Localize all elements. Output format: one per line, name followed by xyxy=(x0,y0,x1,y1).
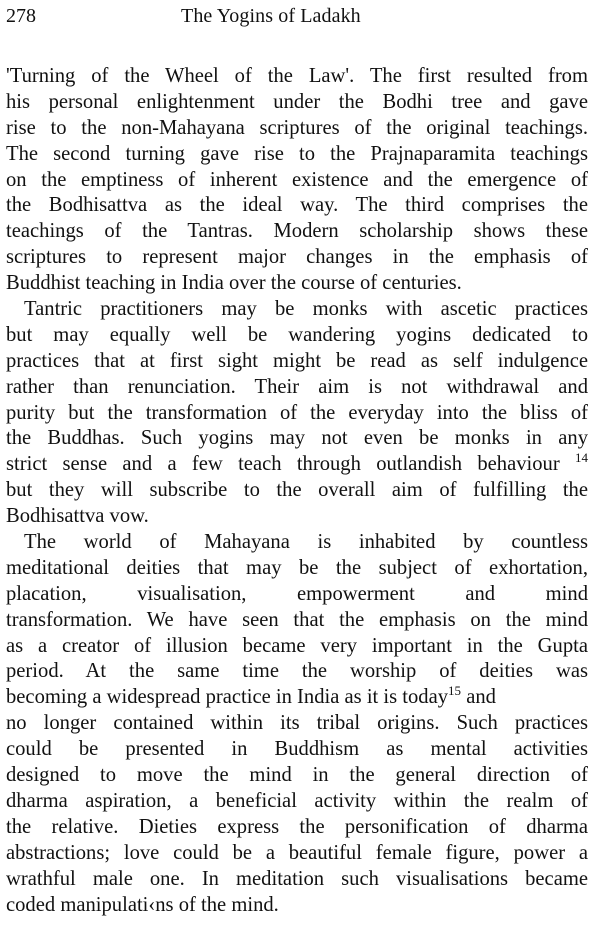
text-line: the relative. Dieties express the personification of dharma xyxy=(6,815,588,838)
text-line: the Bodhisattva as the ideal way. The third comprises the xyxy=(6,194,588,217)
text-line: placation, visualisation, empowerment and mind xyxy=(6,582,588,605)
text-line: teachings of the Tantras. Modern scholarship shows these xyxy=(6,220,588,243)
page-header xyxy=(6,2,594,30)
text-line: period. At the same time the worship of deities was xyxy=(6,660,588,683)
body-text xyxy=(6,64,588,918)
text-line: 'Turning of the Wheel of the Law'. The first resulted from xyxy=(6,65,588,87)
text-line: dharma aspiration, a beneficial activity within the realm of xyxy=(6,789,588,812)
text-line: rise to the non-Mahayana scriptures of the original teachings. xyxy=(6,116,588,139)
text-line: scriptures to represent major changes in the emphasis of xyxy=(6,246,588,269)
text-line: Bodhisattva vow. xyxy=(6,505,149,528)
text-line: The world of Mahayana is inhabited by countless xyxy=(24,531,588,554)
text-line-with-footnote: becoming a widespread practice in India as it is today$^{15}$ and xyxy=(6,685,496,709)
text-line: Buddhist teaching in India over the course of centuries. xyxy=(6,272,462,295)
text-line: The second turning gave rise to the Prajnaparamita teachings xyxy=(6,142,588,165)
text-line: Tantric practitioners may be monks with ascetic practices xyxy=(24,298,588,321)
text-line: meditational deities that may be the subject of exhortation, xyxy=(6,556,588,579)
text-line: coded manipulati‹ns of the mind. xyxy=(6,893,279,916)
footnote-marker: 15 xyxy=(448,685,462,699)
text-line-with-footnote xyxy=(6,452,588,478)
text-line: the Buddhas. Such yogins may not even be monks in any xyxy=(6,427,588,450)
text-line: on the emptiness of inherent existence and the emergence of xyxy=(6,168,588,191)
text-line: no longer contained within its tribal origins. Such practices xyxy=(6,712,588,735)
text-line: as a creator of illusion became very important in the Gupta xyxy=(6,634,588,657)
text-line: transformation. We have seen that the emphasis on the mind xyxy=(6,608,588,631)
text-line: wrathful male one. In meditation such visualisations became xyxy=(6,867,588,890)
text-line: abstractions; love could be a beautiful female figure, power a xyxy=(6,841,588,864)
text-line: strict sense and a few teach through outlandish behaviour xyxy=(6,453,560,476)
paragraph-2 xyxy=(6,297,588,530)
page-number: 278 xyxy=(6,5,36,27)
text-line: rather than renunciation. Their aim is not withdrawal and xyxy=(6,375,588,398)
text-line: purity but the transformation of the everyday into the bliss of xyxy=(6,401,588,424)
text-line: practices that at first sight might be read as self indulgence xyxy=(6,349,588,372)
text-line: but they will subscribe to the overall aim of fulfilling the xyxy=(6,479,588,502)
running-title: The Yogins of Ladakh xyxy=(181,5,361,27)
text-line: but may equally well be wandering yogins dedicated to xyxy=(6,323,588,346)
text-line: designed to move the mind in the general direction of xyxy=(6,764,588,787)
text-line: his personal enlightenment under the Bodhi tree and gave xyxy=(6,90,588,113)
text-line: becoming a widespread practice in India as it is today xyxy=(6,686,449,709)
paragraph-3 xyxy=(6,530,588,918)
paragraph-1 xyxy=(6,64,588,297)
footnote-marker: 14 xyxy=(575,452,588,466)
text-line: could be presented in Buddhism as mental activities xyxy=(6,738,588,761)
